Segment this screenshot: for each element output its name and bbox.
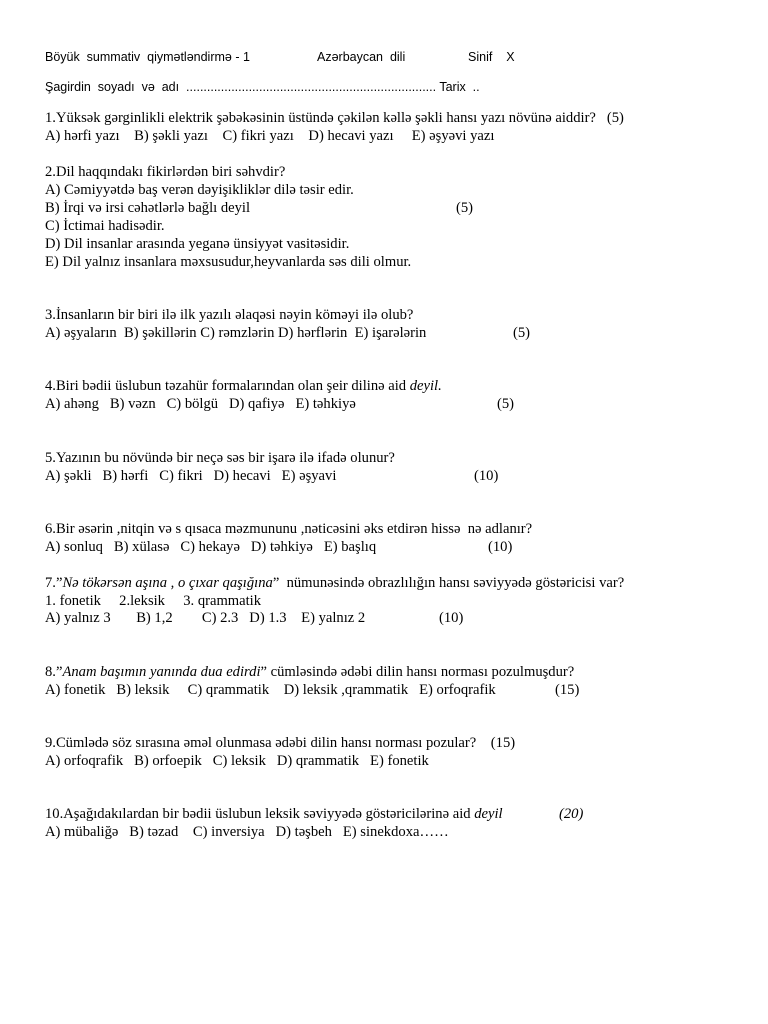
question-4-points: (5) bbox=[497, 396, 515, 412]
question-9-text: 9.Cümlədə söz sırasına əməl olunmasa ədəbi dilin hansı norması pozular? (15) bbox=[45, 735, 516, 751]
question-4-stem: 4.Biri bədii üslubun təzahür formalarından olan şeir dilinə aid bbox=[45, 378, 410, 394]
question-6-points: (10) bbox=[488, 539, 513, 555]
question-1-answers: A) hərfi yazı B) şəkli yazı C) fikri yazı D) hecavi yazı E) əşyəvi yazı bbox=[45, 128, 495, 144]
question-6-answers: A) sonluq B) xülasə C) hekayə D) təhkiyə E) başlıq bbox=[45, 539, 377, 555]
question-7-points: (10) bbox=[439, 610, 464, 626]
question-2-answer-c: C) İctimai hadisədir. bbox=[45, 218, 165, 234]
question-8-points: (15) bbox=[555, 682, 580, 698]
question-4-answers: A) ahəng B) vəzn C) bölgü D) qafiyə E) təhkiyə bbox=[45, 396, 356, 412]
question-3-text: 3.İnsanların bir biri ilə ilk yazılı əlaqəsi nəyin köməyi ilə olub? bbox=[45, 307, 414, 323]
question-2-text: 2.Dil haqqındakı fikirlərdən biri səhvdir? bbox=[45, 164, 286, 180]
question-10-emphasis: deyil bbox=[474, 806, 503, 822]
question-7-answers: A) yalnız 3 B) 1,2 C) 2.3 D) 1.3 E) yalnız 2 bbox=[45, 610, 366, 626]
question-2-answer-a: A) Cəmiyyətdə baş verən dəyişikliklər dilə təsir edir. bbox=[45, 182, 354, 198]
question-8-sentence: Anam başımın yanında dua edirdi bbox=[62, 664, 261, 680]
question-6-text: 6.Bir əsərin ,nitqin və s qısaca məzmununu ,nəticəsini əks etdirən hissə nə adlanır? bbox=[45, 521, 533, 537]
question-5-answers: A) şəkli B) hərfi C) fikri D) hecavi E) əşyavi bbox=[45, 468, 337, 484]
question-3-answers: A) əşyaların B) şəkillərin C) rəmzlərin D) hərflərin E) işarələrin bbox=[45, 325, 427, 341]
question-1-text: 1.Yüksək gərginlikli elektrik şəbəkəsinin üstündə çəkilən kəllə şəkli hansı yazı növünə aiddir? (5) bbox=[45, 110, 624, 126]
question-7-stem: ” nümunəsində obrazlılığın hansı səviyyədə göstəricisi var? bbox=[272, 575, 625, 591]
student-name-date-line: Şagirdin soyadı və adı ........................................................................ Tarix .. bbox=[45, 80, 480, 94]
question-9-answers: A) orfoqrafik B) orfoepik C) leksik D) qrammatik E) fonetik bbox=[45, 753, 429, 769]
question-8-stem: ” cümləsində ədəbi dilin hansı norması pozulmuşdur? bbox=[260, 664, 575, 680]
question-7-proverb: Nə tökərsən aşına , o çıxar qaşığına bbox=[62, 575, 273, 591]
question-2-answer-e: E) Dil yalnız insanlara məxsusudur,heyvanlarda səs dili olmur. bbox=[45, 254, 412, 270]
question-8-text bbox=[45, 664, 574, 681]
question-4-text bbox=[45, 378, 442, 395]
question-2-answer-d: D) Dil insanlar arasında yeganə ünsiyyət vasitəsidir. bbox=[45, 236, 350, 252]
question-4-emphasis: deyil. bbox=[409, 378, 442, 394]
question-2-points: (5) bbox=[456, 200, 474, 216]
question-5-text: 5.Yazının bu növündə bir neçə səs bir işarə ilə ifadə olunur? bbox=[45, 450, 395, 466]
question-8-answers: A) fonetik B) leksik C) qrammatik D) leksik ,qrammatik E) orfoqrafik bbox=[45, 682, 496, 698]
question-10-points: (20) bbox=[559, 806, 584, 822]
question-5-points: (10) bbox=[474, 468, 499, 484]
question-3-points: (5) bbox=[513, 325, 531, 341]
question-10-stem: 10.Aşağıdakılardan bir bədii üslubun leksik səviyyədə göstəricilərinə aid bbox=[45, 806, 475, 822]
subject-label: Azərbaycan dili bbox=[317, 50, 406, 64]
question-10-text bbox=[45, 806, 503, 823]
question-7-number: 7.” bbox=[45, 575, 63, 591]
exam-title: Böyük summativ qiymətləndirmə - 1 bbox=[45, 50, 250, 64]
grade-label: Sinif X bbox=[468, 50, 515, 64]
question-10-answers: A) mübaliğə B) təzad C) inversiya D) təşbeh E) sinekdoxa…… bbox=[45, 824, 449, 840]
question-7-text bbox=[45, 575, 624, 592]
question-7-options: 1. fonetik 2.leksik 3. qrammatik bbox=[45, 593, 262, 609]
question-8-number: 8.” bbox=[45, 664, 63, 680]
question-2-answer-b: B) İrqi və irsi cəhətlərlə bağlı deyil bbox=[45, 200, 251, 216]
